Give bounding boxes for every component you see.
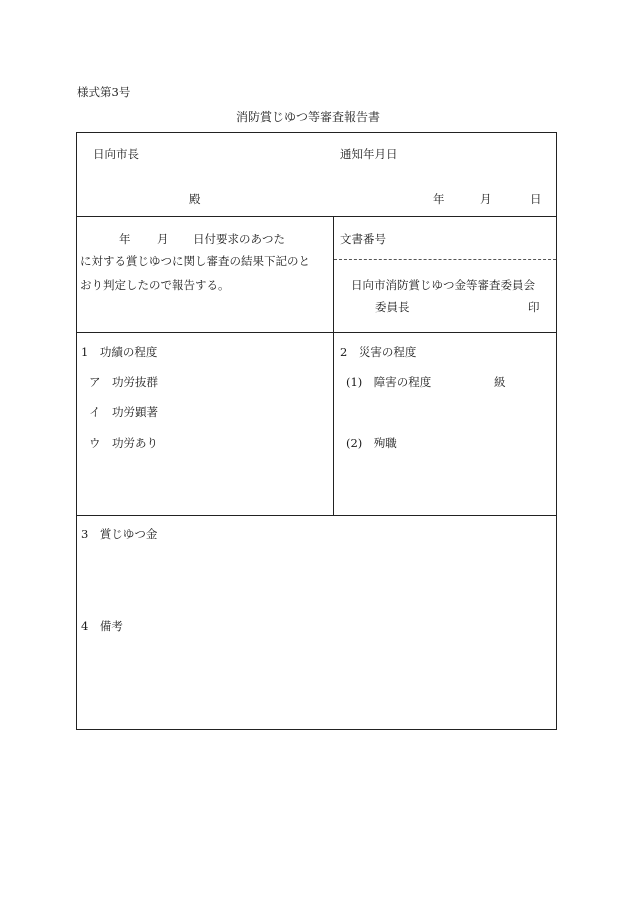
date-day-label: 日 (530, 192, 542, 206)
merit-option-remarkable: イ 功労顕著 (89, 405, 158, 419)
row-divider-1 (76, 216, 557, 217)
report-month-label: 月 (157, 232, 169, 246)
disability-grade-label: 級 (494, 375, 506, 389)
remarks-heading: 4 備考 (81, 619, 123, 633)
disaster-heading: 2 災害の程度 (340, 345, 417, 359)
merit-option-meritorious: ウ 功労あり (89, 436, 158, 450)
row-divider-2 (76, 332, 557, 333)
row-divider-3 (76, 515, 557, 516)
form-number: 様式第3号 (77, 85, 131, 99)
report-text-line2: に対する賞じゆつに関し審査の結果下記のと (80, 254, 310, 268)
report-table (76, 132, 557, 730)
notice-date-label: 通知年月日 (340, 147, 398, 161)
seal-label: 印 (528, 300, 540, 314)
merit-option-outstanding: ア 功労抜群 (89, 375, 158, 389)
disability-degree-label: (1) 障害の程度 (346, 375, 432, 389)
report-text-line3: おり判定したので報告する。 (80, 278, 230, 292)
honorific: 殿 (189, 192, 201, 206)
chair-label: 委員長 (375, 300, 410, 314)
date-year-label: 年 (433, 192, 445, 206)
report-year-label: 年 (119, 232, 131, 246)
column-divider-lower (333, 332, 334, 515)
column-divider-upper (333, 216, 334, 332)
committee-name: 日向市消防賞じゆつ金等審査委員会 (351, 278, 535, 292)
report-request-text: 日付要求のあつた (193, 232, 285, 246)
death-in-line-of-duty-label: (2) 殉職 (346, 436, 397, 450)
date-month-label: 月 (480, 192, 492, 206)
document-number-divider (334, 259, 556, 260)
document-number-label: 文書番号 (340, 232, 386, 246)
document-title: 消防賞じゆつ等審査報告書 (236, 110, 381, 124)
merit-heading: 1 功績の程度 (81, 345, 158, 359)
addressee: 日向市長 (93, 147, 139, 161)
award-heading: 3 賞じゆつ金 (81, 527, 158, 541)
